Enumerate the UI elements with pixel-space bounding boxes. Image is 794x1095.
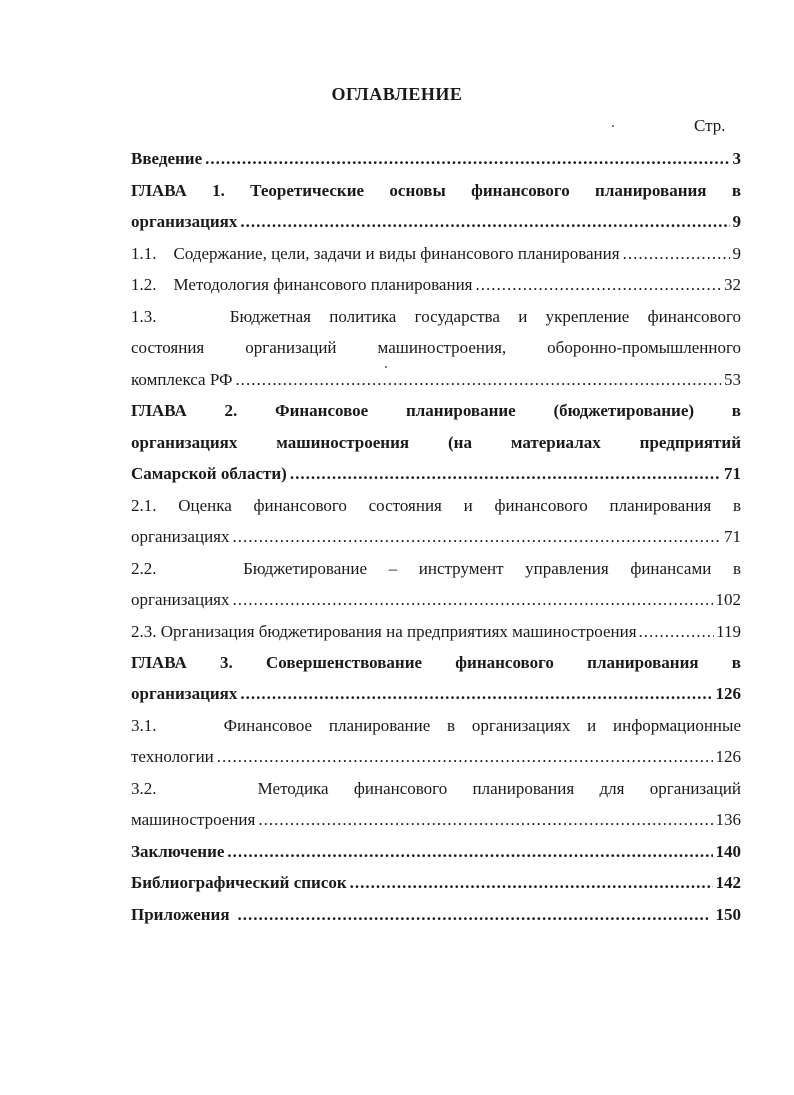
- toc-entry-3-1: 3.1. Финансовое планирование в организациях и информационные: [131, 716, 741, 735]
- toc-entry-2-1: 2.1. Оценка финансового состояния и финансового планирования в: [131, 496, 741, 515]
- toc-entry-1-1: [131, 243, 741, 265]
- toc-entry-title: организациях: [131, 684, 238, 703]
- toc-entry-1-3-end: [131, 369, 741, 391]
- toc-entry-title: комплекса РФ: [131, 370, 233, 389]
- toc-page-number: 32: [724, 275, 741, 294]
- dot-leader: [350, 872, 713, 894]
- toc-entry-chapter-3: ГЛАВА 3. Совершенствование финансового планирования в: [131, 653, 741, 672]
- toc-entry-3-2-cont: [131, 809, 741, 831]
- page-title: ОГЛАВЛЕНИЕ: [331, 84, 463, 104]
- toc-entry-2-2: 2.2. Бюджетирование – инструмент управления финансами в: [131, 559, 741, 578]
- page-column-label: Стр.: [694, 116, 726, 135]
- dot-leader: [238, 904, 708, 926]
- toc-entry-chapter-2-cont: организациях машиностроения (на материалах предприятий: [131, 433, 741, 452]
- toc-page-number: 3: [732, 149, 741, 168]
- toc-entry-appendices: [131, 904, 741, 926]
- toc-page-number: 102: [715, 590, 741, 609]
- toc-entry-title: 1.2. Методология финансового планирования: [131, 275, 473, 294]
- scan-speck: [612, 125, 614, 127]
- toc-page-number: 9: [732, 212, 741, 231]
- toc-entry-2-1-cont: [131, 526, 741, 548]
- toc-entry-1-3: 1.3. Бюджетная политика государства и укрепление финансового: [131, 307, 741, 326]
- toc-entry-1-3-cont: состояния организаций машиностроения, оборонно-промышленного: [131, 338, 741, 357]
- toc-entry-3-2: 3.2. Методика финансового планирования для организаций: [131, 779, 741, 798]
- toc-entry-bibliography: [131, 872, 741, 894]
- toc-entry-title: Заключение: [131, 842, 225, 861]
- toc-page-number: 140: [715, 842, 741, 861]
- toc-page-number: 142: [715, 873, 741, 892]
- toc-entry-title: машиностроения: [131, 810, 256, 829]
- toc-page-number: 53: [724, 370, 741, 389]
- dot-leader: [233, 589, 713, 611]
- toc-entry-title: Библиографический список: [131, 873, 347, 892]
- dot-leader: [476, 274, 722, 296]
- toc-page-number: 71: [724, 464, 741, 483]
- toc-entry-title: 2.3. Организация бюджетирования на предприятиях машиностроения: [131, 622, 637, 641]
- scan-speck: [385, 366, 387, 368]
- dot-leader: [639, 621, 715, 643]
- toc-page-number: 126: [715, 684, 741, 703]
- toc-page-number: 9: [732, 244, 741, 263]
- toc-entry-intro: [131, 148, 741, 170]
- toc-entry-1-2: [131, 274, 741, 296]
- toc-entry-2-3: [131, 621, 741, 643]
- toc-entry-title: организациях: [131, 527, 230, 546]
- toc-page-number: 119: [716, 622, 741, 641]
- dot-leader: [290, 463, 721, 485]
- toc-page-number: 126: [715, 747, 741, 766]
- toc-entry-chapter-3-cont: [131, 683, 741, 705]
- dot-leader: [623, 243, 730, 265]
- toc-entry-conclusion: [131, 841, 741, 863]
- dot-leader: [240, 211, 729, 233]
- toc-entry-title: организациях: [131, 212, 238, 231]
- toc-page-number: 150: [715, 905, 741, 924]
- dot-leader: [217, 746, 713, 768]
- toc-entry-title: Приложения: [131, 905, 230, 924]
- toc-entry-chapter-1-cont: [131, 211, 741, 233]
- toc-entry-chapter-2-end: [131, 463, 741, 485]
- toc-entry-chapter-1: ГЛАВА 1. Теоретические основы финансового планирования в: [131, 181, 741, 200]
- dot-leader: [227, 841, 712, 863]
- dot-leader: [258, 809, 712, 831]
- dot-leader: [240, 683, 712, 705]
- toc-entry-title: организациях: [131, 590, 230, 609]
- toc-entry-title: 1.1. Содержание, цели, задачи и виды финансового планирования: [131, 244, 620, 263]
- toc-page-number: 136: [715, 810, 741, 829]
- dot-leader: [235, 369, 721, 391]
- toc-page-number: 71: [724, 527, 741, 546]
- toc-entry-title: технологии: [131, 747, 214, 766]
- toc-entry-3-1-cont: [131, 746, 741, 768]
- toc-entry-title: Введение: [131, 149, 203, 168]
- toc-entry-chapter-2: ГЛАВА 2. Финансовое планирование (бюджетирование) в: [131, 401, 741, 420]
- dot-leader: [205, 148, 729, 170]
- dot-leader: [233, 526, 722, 548]
- toc-entry-2-2-cont: [131, 589, 741, 611]
- toc-entry-title: Самарской области): [131, 464, 287, 483]
